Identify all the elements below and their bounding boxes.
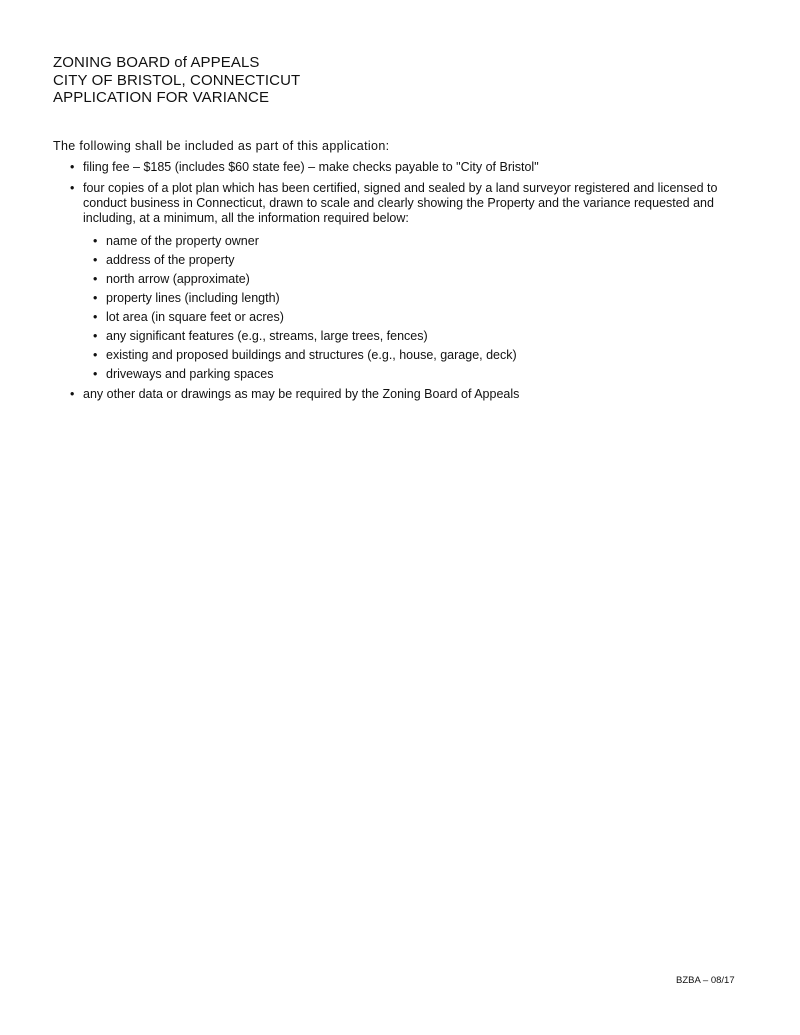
sub-item: [93, 348, 760, 363]
sub-item: [93, 291, 760, 306]
bullet-icon: •: [93, 290, 98, 305]
bullet-icon: •: [70, 387, 75, 402]
sub-item-text: any significant features (e.g., streams, large trees, fences): [106, 328, 428, 343]
bullet-icon: •: [93, 252, 98, 267]
sub-item: [93, 367, 760, 382]
bullet-icon: •: [93, 309, 98, 324]
sub-item-text: lot area (in square feet or acres): [106, 309, 284, 324]
requirements-list: [70, 160, 760, 408]
sub-item-text: north arrow (approximate): [106, 271, 250, 286]
header-form-title: APPLICATION FOR VARIANCE: [53, 89, 270, 106]
plot-plan-info-list: [93, 234, 760, 382]
requirement-text: four copies of a plot plan which has been certified, signed and sealed by a land surveyor registered and licensed to conduct business in Connecticut, drawn to scale and clearly showing the Property and the variance requested and including, at a minimum, all the information required below:: [83, 180, 718, 226]
sub-item: [93, 329, 760, 344]
sub-item-text: name of the property owner: [106, 233, 259, 248]
sub-item: [93, 234, 760, 249]
requirement-other-data: [70, 387, 760, 402]
bullet-icon: •: [93, 366, 98, 381]
sub-item-text: existing and proposed buildings and structures (e.g., house, garage, deck): [106, 347, 517, 362]
requirement-plot-plan: [70, 181, 760, 382]
bullet-icon: •: [93, 328, 98, 343]
sub-item-text: address of the property: [106, 252, 235, 267]
requirement-text: filing fee – $185 (includes $60 state fee) – make checks payable to "City of Bristol": [83, 160, 539, 174]
header-city-name: CITY OF BRISTOL, CONNECTICUT: [53, 71, 301, 89]
sub-item: [93, 310, 760, 325]
bullet-icon: •: [93, 347, 98, 362]
sub-item: [93, 272, 760, 287]
document-header: [53, 54, 553, 107]
intro-text: The following shall be included as part of this application:: [53, 139, 390, 153]
bullet-icon: •: [70, 160, 75, 174]
requirement-filing-fee: [70, 160, 760, 175]
header-board-name: ZONING BOARD of APPEALS: [53, 54, 260, 71]
bullet-icon: •: [93, 233, 98, 248]
bullet-icon: •: [70, 180, 75, 195]
form-code-footer: BZBA – 08/17: [676, 975, 735, 986]
requirement-text: any other data or drawings as may be required by the Zoning Board of Appeals: [83, 387, 520, 402]
sub-item: [93, 253, 760, 268]
sub-item-text: property lines (including length): [106, 290, 280, 305]
bullet-icon: •: [93, 271, 98, 286]
sub-item-text: driveways and parking spaces: [106, 366, 274, 381]
